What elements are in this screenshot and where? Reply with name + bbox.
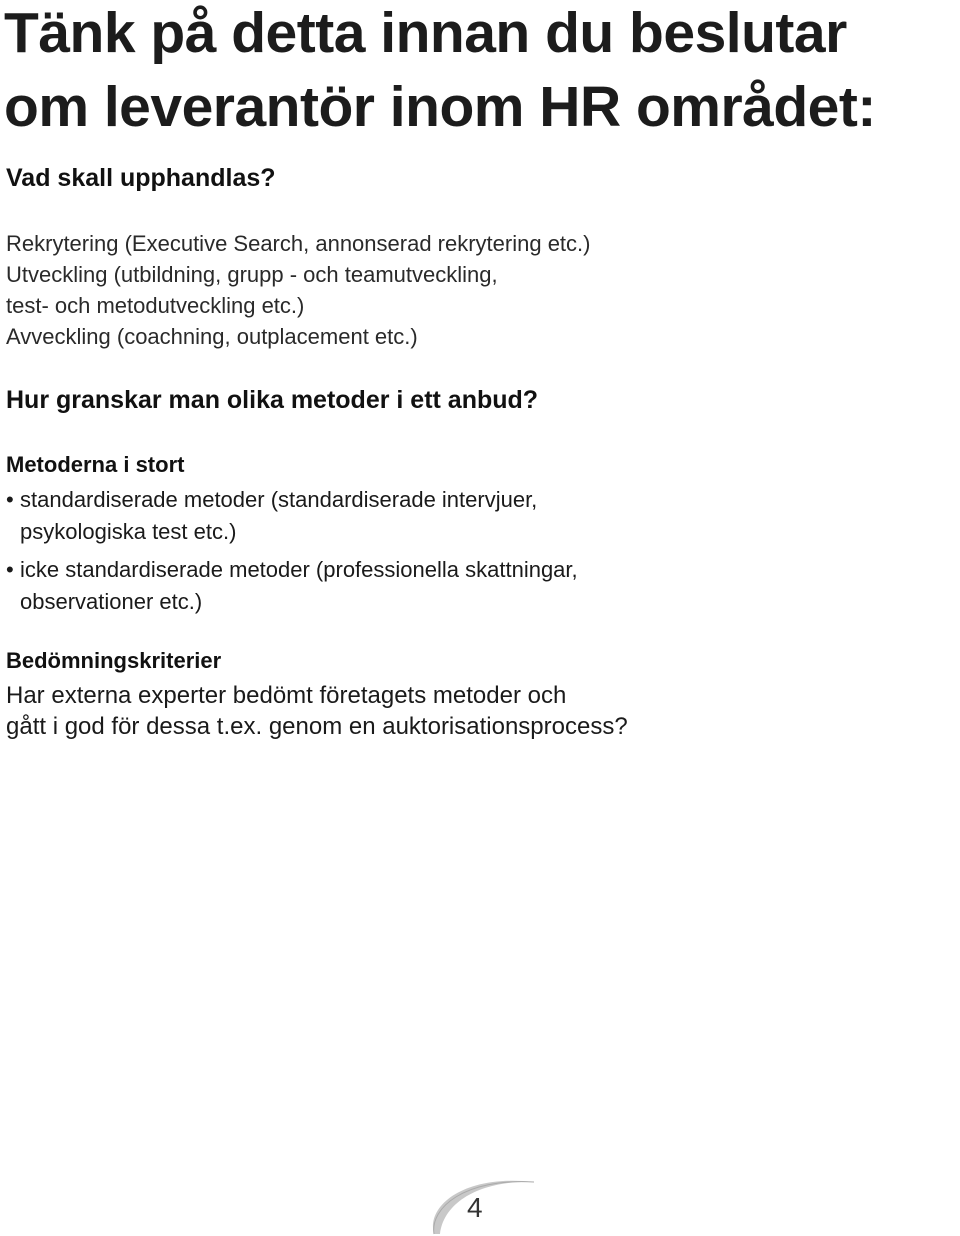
bullet-text-line: psykologiska test etc.) xyxy=(20,519,237,544)
text-line: Har externa experter bedömt företagets metoder och xyxy=(6,682,567,709)
section-heading-upphandling: Vad skall upphandlas? xyxy=(6,164,276,192)
title-line-1: Tänk på detta innan du beslutar xyxy=(4,1,847,65)
bullet-icon: • xyxy=(6,487,14,512)
text-line: test- och metodutveckling etc.) xyxy=(6,293,305,318)
methods-bullet-list xyxy=(6,484,946,624)
list-item xyxy=(6,484,946,548)
text-line: Avveckling (coachning, outplacement etc.) xyxy=(6,324,418,349)
page-number-badge xyxy=(424,1166,544,1236)
criteria-body xyxy=(6,680,628,742)
text-line: gått i god för dessa t.ex. genom en auktorisationsprocess? xyxy=(6,713,628,740)
swoosh-icon xyxy=(424,1166,544,1236)
bullet-icon: • xyxy=(6,557,14,582)
bullet-text-line: standardiserade metoder (standardiserade intervjuer, xyxy=(20,487,538,512)
section-upphandling-body xyxy=(6,228,590,352)
subheading-metoderna: Metoderna i stort xyxy=(6,452,185,477)
subheading-bedomningskriterier: Bedömningskriterier xyxy=(6,648,222,673)
list-item xyxy=(6,554,946,618)
page-number: 4 xyxy=(467,1192,483,1223)
page-title xyxy=(4,0,960,144)
bullet-text-line: observationer etc.) xyxy=(20,589,203,614)
section-heading-granskning: Hur granskar man olika metoder i ett anbud? xyxy=(6,386,539,414)
text-line: Utveckling (utbildning, grupp - och teamutveckling, xyxy=(6,262,498,287)
title-line-2: om leverantör inom HR området: xyxy=(4,75,876,139)
bullet-text-line: icke standardiserade metoder (professionella skattningar, xyxy=(20,557,578,582)
text-line: Rekrytering (Executive Search, annonserad rekrytering etc.) xyxy=(6,231,591,256)
